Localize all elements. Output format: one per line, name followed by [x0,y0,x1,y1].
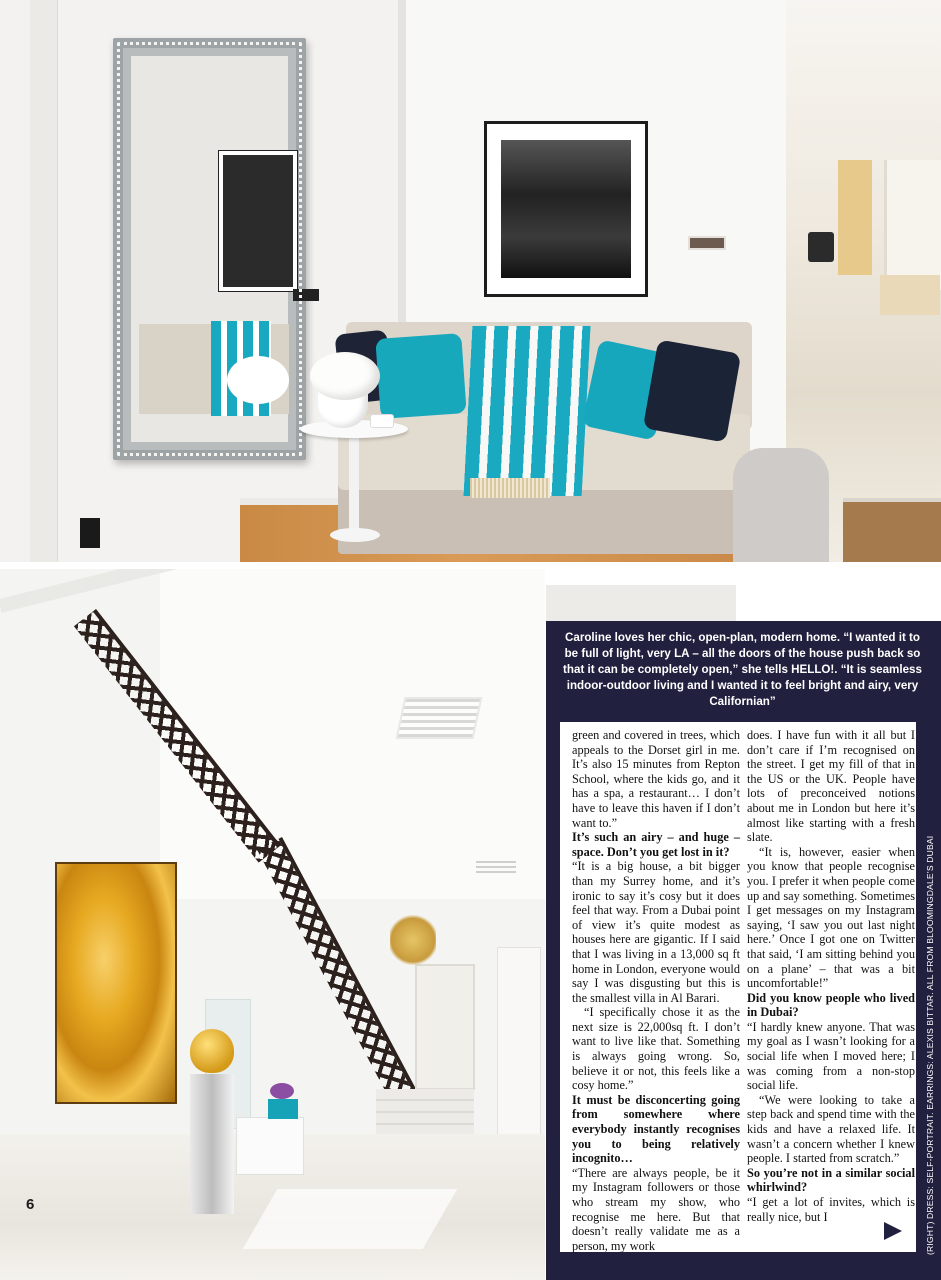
gold-heart-sculpture [190,1029,234,1073]
interview-question: Did you know people who lived in Dubai? [747,990,915,1020]
paragraph: green and covered in trees, which appeals to the Dorset girl in me. It’s also 15 minutes from Repton School, where the kids go, and it has a spa, a restaurant… I don’t have to leave this haven if I don’t want to.” [572,728,740,830]
paragraph: “We were looking to take a step back and spend time with the kids and have a relaxed life. It wasn’t a concern whether I knew people. I started from scratch.” [747,1092,915,1166]
paragraph: “It is, however, easier when you know that people recognise you. I prefer it when people come up and say something. Sometimes I get messages on my Instagram saying, ‘I saw you out last night here.’ Once I got one on Twitter that said, ‘I am sitting behind you on a plane’ – that was a bit uncomfortable!” [747,844,915,991]
throw-fringe [470,478,550,498]
teal-cushion [375,333,466,419]
door-frame [30,0,58,562]
black-and-white-print [501,140,631,278]
interview-question: So you’re not in a similar social whirlwind? [747,1165,915,1195]
paragraph: “I get a lot of invites, which is really nice, but I [747,1195,915,1224]
air-vent [476,859,516,873]
wooden-cabinet [843,498,941,562]
gold-chandelier [390,912,436,968]
interview-question: It must be disconcerting going from somewhere where everybody instantly recognises you to being relatively incognito… [572,1092,740,1166]
wall-socket [80,518,100,548]
white-bench [236,1117,304,1175]
purple-flowers [270,1083,294,1099]
photo-caption [560,630,925,710]
dining-chair [880,275,940,315]
grey-armchair [733,448,829,562]
tulip-table-base [330,528,380,542]
patterned-throw [464,326,591,496]
white-door [497,947,541,1143]
staircase-photo [0,565,545,1280]
venetian-mirror [113,38,306,460]
page-number: 6 [26,1196,35,1213]
paragraph: “I specifically chose it as the next size is 22,000sq ft. I don’t want to live like that. Something is always going wrong. So, believe it or not, this feels like a cosy home.” [572,1005,740,1093]
article-column-right [747,728,915,1224]
handbag [808,232,834,262]
air-vent [396,697,483,739]
brand-name: HELLO! [791,663,835,676]
hallway-window [884,160,941,290]
white-hydrangeas [310,352,380,400]
rug [546,585,736,621]
paragraph: does. I have fun with it all but I don’t care if I’m recognised on the street. I get my fill of that in the US or the UK. People have lots of preconceived notions about me in London but here it’s almost like starting with a fresh slate. [747,728,915,845]
paragraph: “I hardly knew anyone. That was my goal as I wasn’t looking for a social life when I moved here; I was coming from a non-stop social life. [747,1019,915,1093]
light-switch [688,236,726,250]
fashion-credit: (RIGHT) DRESS: SELF-PORTRAIT. EARRINGS: ALEXIS BITTAR. ALL FROM BLOOMINGDALE’S DUBAI [925,835,935,1255]
abstract-gold-painting [55,862,177,1104]
chrome-pedestal [190,1074,234,1214]
article-column-left [572,728,740,1253]
continue-arrow-icon [884,1222,902,1240]
hallway-door [838,160,872,275]
interview-question: It’s such an airy – and huge – space. Don’t you get lost in it? [572,830,740,859]
framed-photograph [484,121,648,297]
navy-cushion [643,339,741,442]
teal-pot [268,1099,298,1119]
caption-text: Caroline loves her chic, open-plan, modern home. “I wanted it to be full of light, very LA – all the doors of the house push back so that it can be completely open,” she tells [563,631,921,676]
caption-text: . “It is seamless indoor-outdoor living and I wanted it to feel bright and airy, very Californian” [566,663,922,708]
candle [370,414,394,428]
doorway [415,964,475,1090]
stairwell-ceiling [160,569,545,899]
paragraph: “It is a big house, a bit bigger than my Surrey home, and it’s ironic to say it’s cosy but it does feel that way. From a Dubai point of view it’s quite modest as houses here are gigantic. If I said that I was living in a 13,000 sq ft home in London, everyone would say I was disgusting but this is the smallest villa in Al Barari. [572,859,740,1005]
sunlight-patch [243,1189,458,1249]
paragraph: “There are always people, be it my Instagram followers or those who stream my show, who recognise me here. But that doesn’t really validate me as a person, my work [572,1165,740,1253]
mirror-studs [117,42,302,456]
stair-steps [376,1089,474,1139]
tulip-table-stem [349,434,359,534]
living-room-photo [0,0,941,562]
